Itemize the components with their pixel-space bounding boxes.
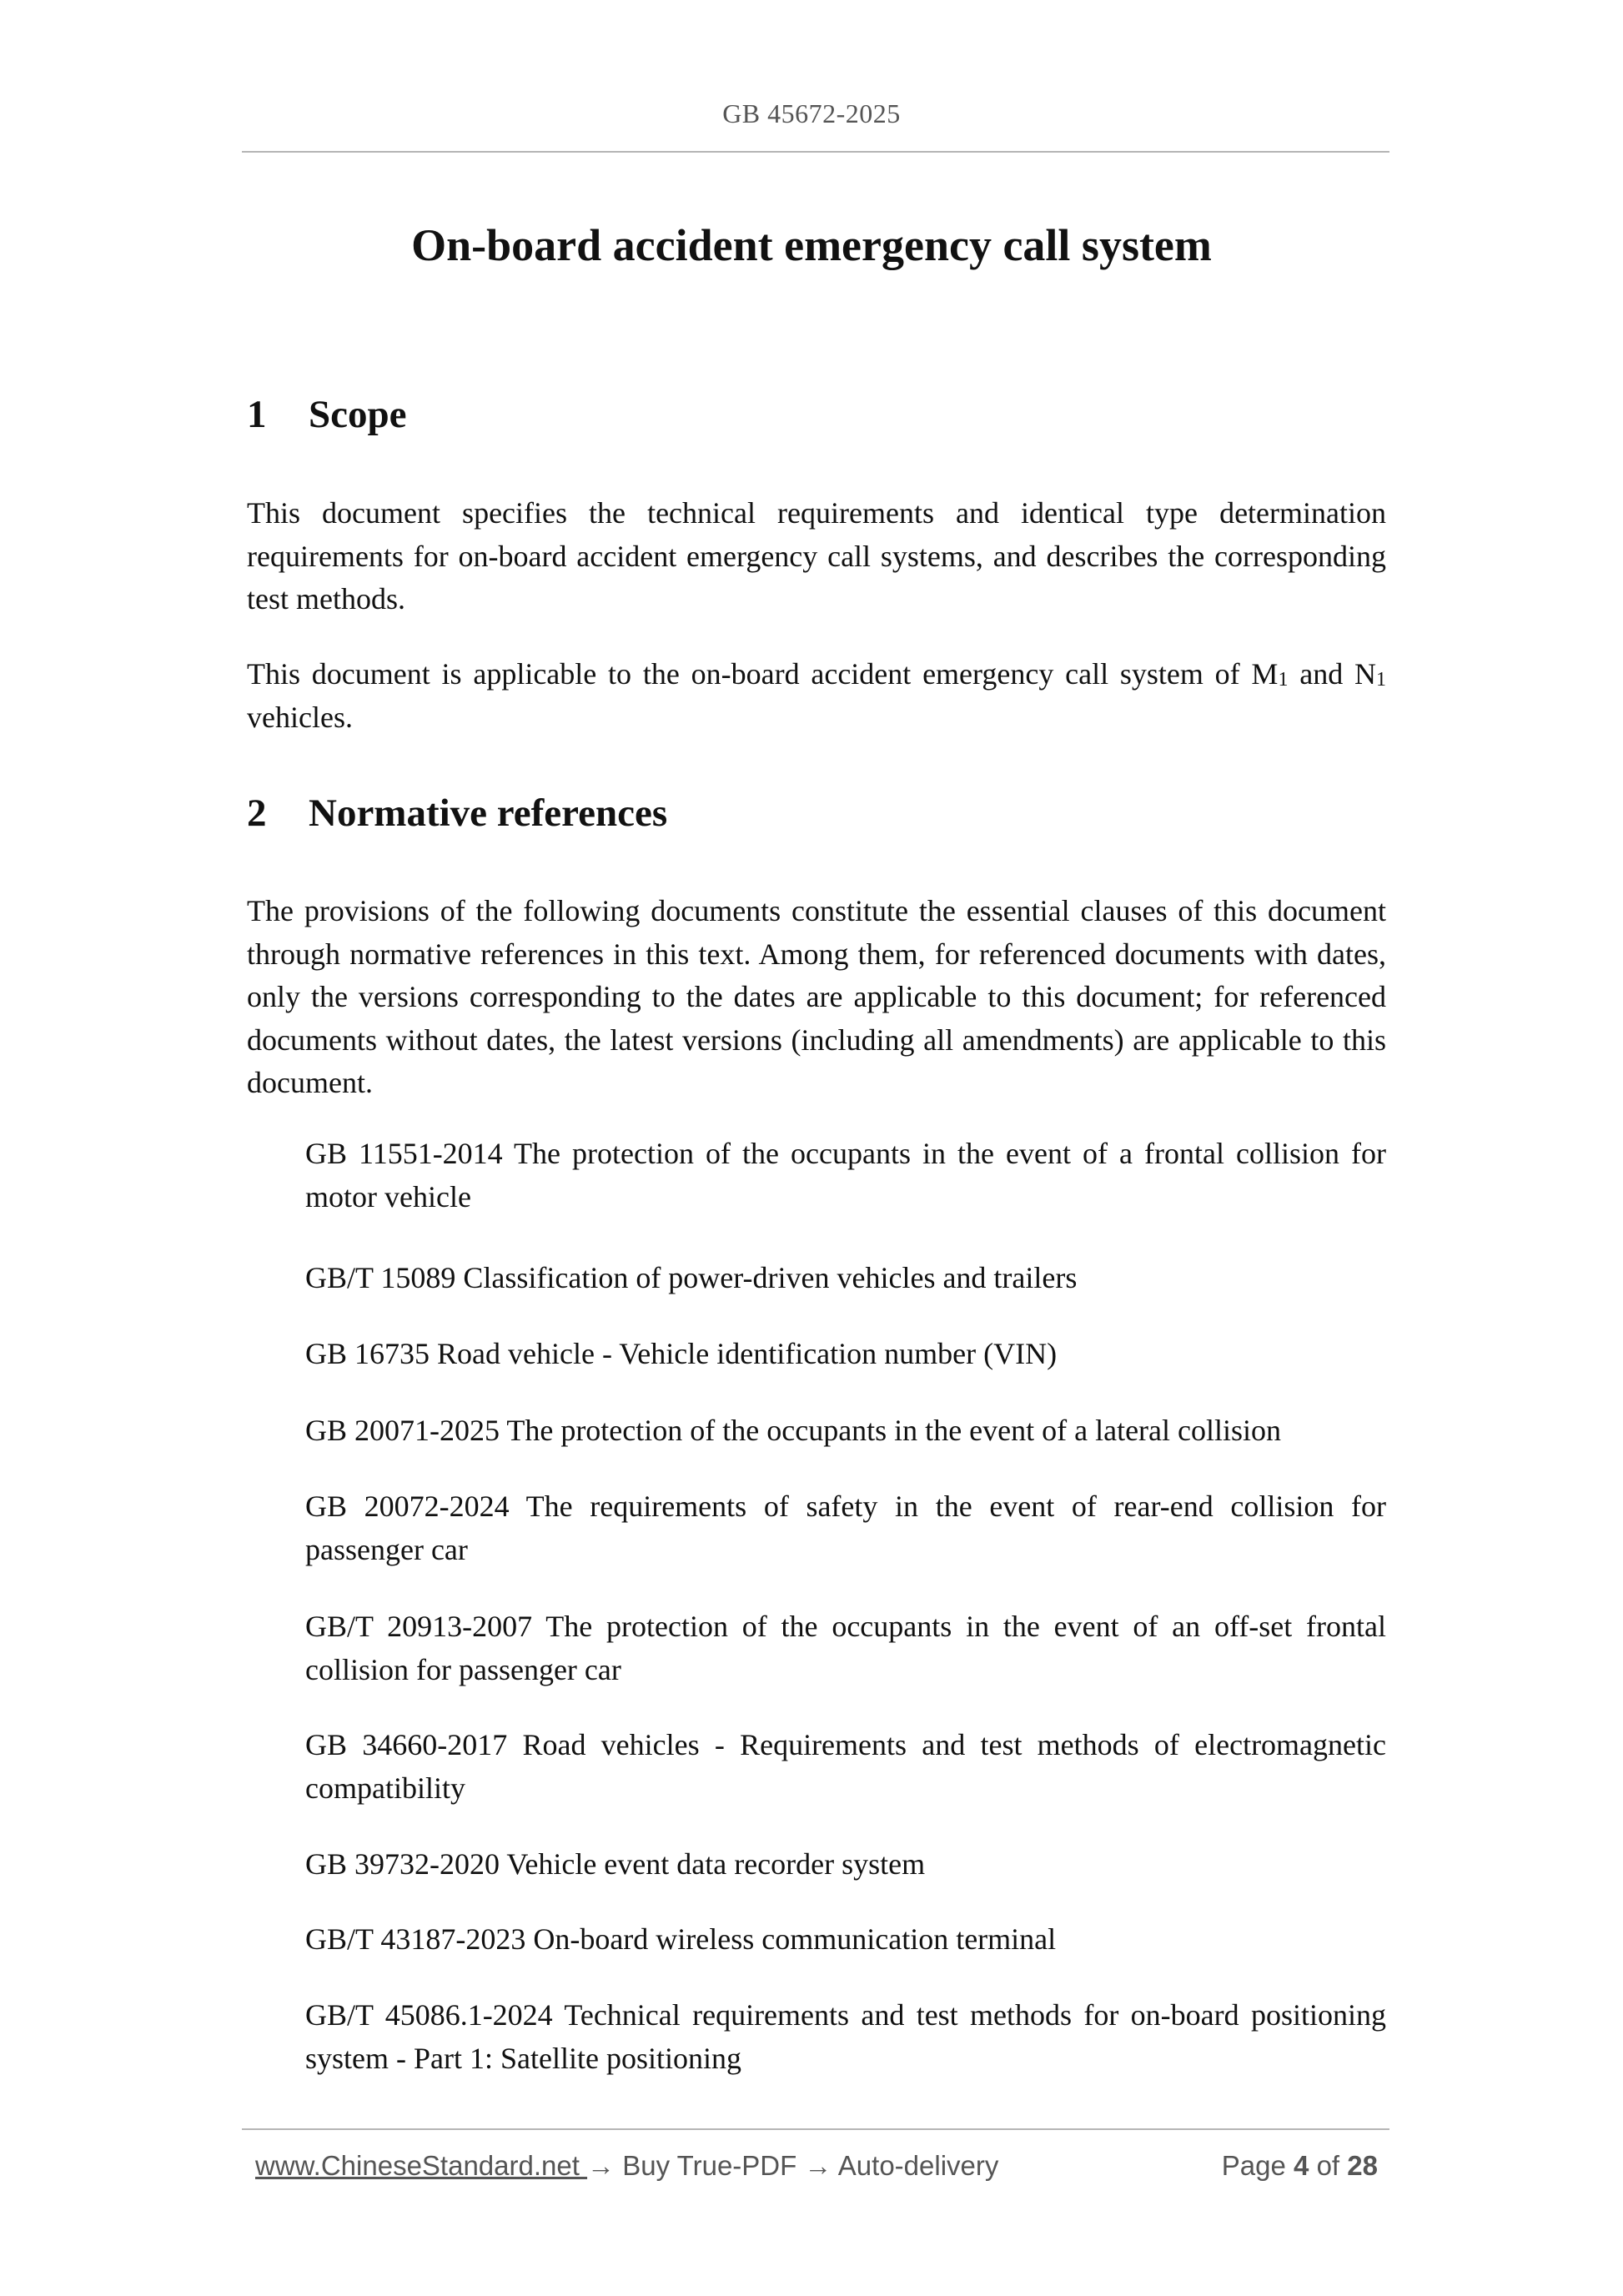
reference-item: GB/T 20913-2007 The protection of the occupants in the event of an off-set frontal collision for passenger car [305,1610,1386,1686]
footer-promo [255,2150,998,2182]
reference-item: GB 11551-2014 The protection of the occupants in the event of a frontal collision for motor vehicle [305,1137,1386,1213]
section-heading-scope [247,392,407,437]
reference-item: GB 20072-2024 The requirements of safety in the event of rear-end collision for passenger car [305,1490,1386,1566]
subscript-n1: 1 [1376,669,1386,691]
reference-item: GB 34660-2017 Road vehicles - Requirements and test methods of electromagnetic compatibility [305,1728,1386,1805]
reference-item: GB 16735 Road vehicle - Vehicle identification number (VIN) [305,1337,1058,1370]
page-word: Page [1221,2150,1286,2181]
page-current: 4 [1294,2150,1309,2181]
arrow-right-icon: → [804,2150,832,2181]
reference-item: GB 39732-2020 Vehicle event data recorder system [305,1847,926,1881]
subscript-m1: 1 [1278,669,1289,691]
document-title: On-board accident emergency call system [411,220,1212,270]
section-heading-normative-references [247,791,667,836]
reference-item: GB/T 43187-2023 On-board wireless communication terminal [305,1922,1057,1956]
delivery-text: Auto-delivery [832,2150,999,2181]
page-number [1222,2150,1378,2182]
scope-text-a: This document is applicable to the on-board accident emergency call system of M [247,657,1279,691]
arrow-right-icon: → [587,2150,616,2181]
section-title: Scope [309,393,407,436]
section-title: Normative references [309,791,668,835]
reference-item: GB/T 45086.1-2024 Technical requirements and test methods for on-board positioning system - Part 1: Satellite positioning [305,1998,1386,2075]
page-total: 28 [1347,2150,1378,2181]
section-number: 2 [247,791,267,835]
section-number: 1 [247,393,267,436]
scope-paragraph-2 [247,653,1386,739]
normative-paragraph: The provisions of the following documents constitute the essential clauses of this document through normative references in this text. Among them, for referenced documents with dates, only the versions corresponding to the dates are applicable to this document; for referenced documents without dates, the latest versions (including all amendments) are applicable to this document. [247,894,1386,1099]
of-word: of [1316,2150,1340,2181]
buy-text: Buy True-PDF [615,2150,805,2181]
scope-text-c: vehicles. [247,700,353,734]
footer-divider [242,2128,1389,2130]
site-link[interactable]: www.ChineseStandard.net [255,2150,588,2181]
page-header-doc-code: GB 45672-2025 [722,98,901,128]
reference-item: GB 20071-2025 The protection of the occupants in the event of a lateral collision [305,1414,1282,1447]
header-divider [242,151,1389,153]
scope-text-b: and N [1288,657,1376,691]
reference-item: GB/T 15089 Classification of power-driven vehicles and trailers [305,1261,1078,1294]
scope-paragraph-1: This document specifies the technical requirements and identical type determination requirements for on-board accident emergency call systems, and describes the corresponding test methods. [247,496,1386,615]
page-footer [255,2150,1378,2192]
